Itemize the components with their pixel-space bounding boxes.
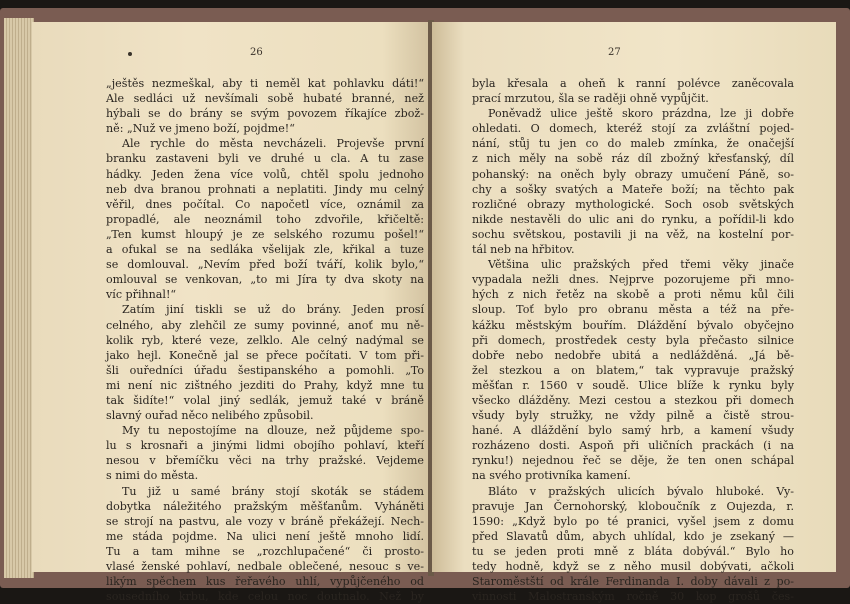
text-line: hýbali se do brány se svým povozem říkajíce zbož-	[106, 107, 424, 121]
text-line: tedy hodně, když se z něho musil dobývati, ačkoli	[472, 560, 794, 573]
text-line: vinnosti Malostranským ročně 30 kop grošů čes-	[472, 590, 794, 604]
text-line: lu s krosnaři a jinými lidmi obojího pohlaví, kteří	[106, 439, 424, 453]
text-line: kážku městským bouřím. Dláždění bývalo obyčejno	[472, 318, 794, 332]
text-line: se domlouval. „Nevím před boží tváří, kolik bylo,“	[106, 258, 424, 272]
text-line: sousedního krbu, kde celou noc doutnalo. Než by	[106, 590, 424, 604]
page-text	[106, 76, 424, 604]
text-line: neb dva branou prohnati a neplatiti. Jindy mu celný	[106, 182, 424, 196]
text-line: mi není nic zištného jezditi do Prahy, když mne tu	[106, 378, 424, 392]
text-line: ohledati. O domech, kteréž stojí za zvláštní pojed-	[472, 122, 794, 136]
text-line: rozházeno dosti. Aspoň při uličních prackách (i na	[472, 439, 794, 453]
text-line: všudy byly stružky, ne vždy pilně a čistě strou-	[472, 409, 794, 423]
text-line: na svého protivníka kamení.	[472, 469, 631, 483]
text-line: tál neb na hřbitov.	[472, 243, 575, 257]
text-line: hých z nich řetěz na skobě a proti němu kůl čili	[472, 288, 794, 302]
text-line: pohanský: na oněch byly obrazy umučení Páně, so-	[472, 167, 794, 181]
text-line: při domech, prostředek cesty byla přečasto silnice	[472, 333, 794, 347]
text-line: vlasé ženské pohlaví, nedbale oblečené, nesouc s ve-	[106, 560, 424, 573]
text-line: likým spěchem kus řeřavého uhlí, vypůjčeného od	[106, 575, 424, 589]
text-line: kolik ryb, které veze, zelklo. Ale celný nadýmal se	[106, 333, 424, 347]
page-number: 26	[250, 47, 263, 58]
text-line: jako hejl. Konečně jal se přece počítati. V tom při-	[106, 348, 424, 362]
text-line: chy a sošky svatých a Mateře boží; na těchto pak	[472, 182, 794, 196]
text-line: nesou v břemíčku věci na trhy pražské. Vejdeme	[106, 454, 424, 468]
text-line: Ale rychle do města nevcházeli. Projevše první	[122, 137, 424, 151]
text-line: tu se jeden proti mně z bláta dobývál.“ Bylo ho	[472, 544, 794, 558]
text-line: rozličné obrazy mythologické. Soch osob světských	[472, 197, 794, 211]
left-page	[32, 22, 430, 604]
text-line: rynku!) nejednou řeč se děje, že ten onen schápal	[472, 454, 794, 468]
text-line: sloup. Toť bylo pro obranu města a též na pře-	[472, 303, 794, 317]
text-line: žel stezkou a on blatem,“ tak vypravuje pražský	[472, 363, 794, 377]
text-line: sochu světskou, postavili ji na věž, na kostelní por-	[472, 227, 794, 241]
text-line: a ofukal se na sedláka všelijak zle, křikal a tuze	[106, 243, 424, 257]
page-text	[472, 76, 794, 604]
text-line: nikde nestavěli do ulic ani do rynku, a pořídil-li kdo	[472, 212, 794, 226]
text-line: Bláto v pražských ulicích bývalo hluboké. Vy-	[488, 484, 794, 498]
text-line: prací mrzutou, šla se raději ohně vypůjčit.	[472, 92, 709, 106]
text-line: „ještěs nezmeškal, aby ti neměl kat pohlavku dáti!“	[106, 77, 424, 90]
text-line: se strojí na pastvu, ale vozy v bráně překážejí. Nech-	[106, 514, 424, 528]
text-line: věřil, dnes počítal. Co napočetl více, oznámil za	[106, 197, 424, 211]
text-line: byla křesala a oheň k ranní polévce zaněcovala	[472, 77, 794, 90]
text-line: celného, aby zlehčil ze sumy povinné, anoť mu ně-	[106, 318, 424, 332]
page-number: 27	[608, 47, 621, 58]
text-line: z nich měly na sobě ráz díl zbožný křesťanský, díl	[472, 152, 794, 166]
text-line: šli ouředníci úřadu šestipanského a pomohli. „To	[106, 363, 424, 377]
text-line: dobytka náležitého pražským měšťanům. Vyháněti	[106, 499, 424, 513]
right-page	[432, 22, 836, 604]
text-line: vypadala nežli dnes. Nejprve pozorujeme při mno-	[472, 273, 794, 287]
text-line: nání, stůj tu jen co do maleb zmínka, že onačejší	[472, 137, 794, 151]
text-line: víc přihnal!“	[106, 288, 177, 302]
text-line: všecko dlážděny. Mezi cestou a stezkou při domech	[472, 393, 794, 407]
text-line: hádky. Jeden žena více volů, chtěl spolu jednoho	[106, 167, 424, 181]
text-line: měšťan r. 1560 v soudě. Ulice blíže k rynku byly	[472, 378, 794, 392]
text-line: „Ten kumst hloupý je ze selského rozumu pošel!“	[106, 227, 424, 241]
text-line: Tu již u samé brány stojí skoták se stádem	[122, 484, 424, 498]
text-line: branku zastaveni byli ve druhé u cla. A tu zase	[106, 152, 424, 166]
text-line: propadlé, ale neoznámil toho zdvořile, křičeltě:	[106, 212, 424, 226]
text-line: dobře nebo nedobře ubitá a nedlážděná. „Já bě-	[472, 348, 794, 362]
text-line: pravuje Jan Černohorský, kloboučník z Oujezda, r.	[472, 499, 794, 513]
text-line: Staroměstští od krále Ferdinanda I. doby dávali z po-	[472, 575, 794, 589]
text-line: Tu a tam mihne se „rozchlupačené“ či prosto-	[106, 544, 424, 558]
text-line: Poněvadž ulice ještě skoro prázdna, lze ji dobře	[488, 107, 794, 121]
ink-dot	[128, 52, 132, 56]
text-line: slavný ouřad něco nelibého způsobil.	[106, 409, 314, 423]
text-line: Většina ulic pražských před třemi věky jinače	[488, 258, 794, 272]
text-line: tak šidíte!“ volal jiný sedlák, jemuž také v bráně	[106, 393, 424, 407]
text-line: Zatím jiní tiskli se už do brány. Jeden prosí	[122, 303, 424, 317]
text-line: hané. A dláždění bylo samý hrb, a kamení všudy	[472, 424, 794, 438]
text-line: Ale sedláci už nevšímali sobě hubaté branné, než	[106, 92, 424, 106]
text-line: před Slavatů dům, abych uhlídal, kdo je zsekaný —	[472, 529, 794, 543]
text-line: ně: „Nuž ve jmeno boží, pojdme!“	[106, 122, 295, 136]
text-line: My tu nepostojíme na dlouze, než půjdeme spo-	[122, 424, 424, 438]
page-edges	[4, 18, 34, 578]
text-line: me stáda pojdme. Na ulici není ještě mnoho lidí.	[106, 529, 424, 543]
text-line: omlouval se venkovan, „to mi Jíra ty dva skoty na	[106, 273, 424, 287]
text-line: s nimi do města.	[106, 469, 199, 483]
text-line: 1590: „Když bylo po té pranici, vyšel jsem z domu	[472, 514, 794, 528]
